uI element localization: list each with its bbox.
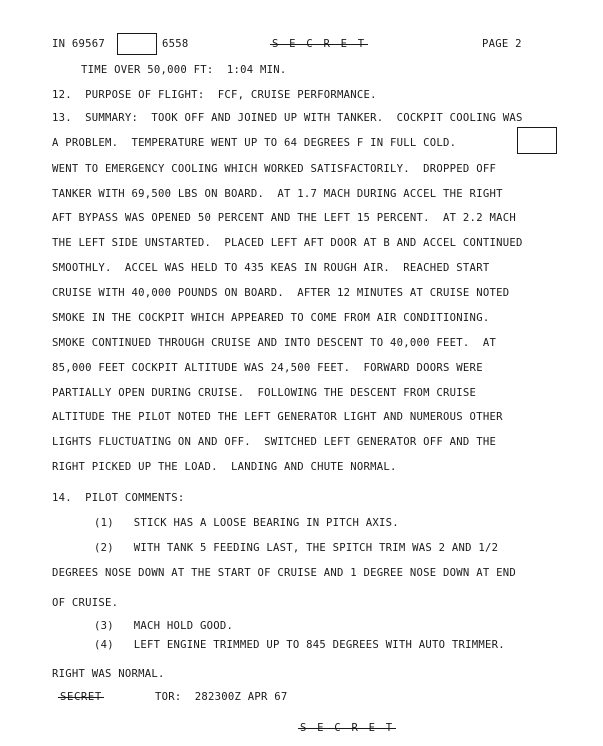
page-label: PAGE 2 [482,38,522,50]
line-comment-1: (1) STICK HAS A LOOSE BEARING IN PITCH AXIS. [94,517,399,529]
doc-number: IN 69567 [52,38,106,50]
classification-top: S E C R E T [272,38,367,50]
line-purpose: 12. PURPOSE OF FLIGHT: FCF, CRUISE PERFORMANCE. [52,89,377,101]
serial-number: 6558 [162,38,189,50]
line-comment-4-cont: RIGHT WAS NORMAL. [52,668,165,680]
classification-bottom: S E C R E T [300,722,395,734]
line-summary-6: THE LEFT SIDE UNSTARTED. PLACED LEFT AFT DOOR AT B AND ACCEL CONTINUED [52,237,523,249]
line-comment-2: (2) WITH TANK 5 FEEDING LAST, THE SPITCH TRIM WAS 2 AND 1/2 [94,542,499,554]
line-summary-7: SMOOTHLY. ACCEL WAS HELD TO 435 KEAS IN ROUGH AIR. REACHED START [52,262,490,274]
line-summary-4: TANKER WITH 69,500 LBS ON BOARD. AT 1.7 MACH DURING ACCEL THE RIGHT [52,188,503,200]
line-time-over: TIME OVER 50,000 FT: 1:04 MIN. [81,64,287,76]
line-comment-4: (4) LEFT ENGINE TRIMMED UP TO 845 DEGREES WITH AUTO TRIMMER. [94,639,505,651]
line-summary-15: RIGHT PICKED UP THE LOAD. LANDING AND CHUTE NORMAL. [52,461,397,473]
line-summary-9: SMOKE IN THE COCKPIT WHICH APPEARED TO COME FROM AIR CONDITIONING. [52,312,490,324]
redaction-box-header [117,33,157,55]
line-comment-3: (3) MACH HOLD GOOD. [94,620,234,632]
line-summary-10: SMOKE CONTINUED THROUGH CRUISE AND INTO DESCENT TO 40,000 FEET. AT [52,337,497,349]
line-summary-3: WENT TO EMERGENCY COOLING WHICH WORKED SATISFACTORILY. DROPPED OFF [52,163,497,175]
line-summary-8: CRUISE WITH 40,000 POUNDS ON BOARD. AFTER 12 MINUTES AT CRUISE NOTED [52,287,510,299]
tor-timestamp: TOR: 282300Z APR 67 [155,691,288,703]
redaction-box-body [517,127,557,154]
line-summary-14: LIGHTS FLUCTUATING ON AND OFF. SWITCHED LEFT GENERATOR OFF AND THE [52,436,497,448]
line-summary-1: 13. SUMMARY: TOOK OFF AND JOINED UP WITH TANKER. COCKPIT COOLING WAS [52,112,523,124]
line-pilot-comments: 14. PILOT COMMENTS: [52,492,185,504]
line-comment-2-end: OF CRUISE. [52,597,119,609]
line-summary-12: PARTIALLY OPEN DURING CRUISE. FOLLOWING THE DESCENT FROM CRUISE [52,387,477,399]
line-summary-2: A PROBLEM. TEMPERATURE WENT UP TO 64 DEGREES F IN FULL COLD. [52,137,457,149]
line-comment-2-cont: DEGREES NOSE DOWN AT THE START OF CRUISE AND 1 DEGREE NOSE DOWN AT END [52,567,516,579]
line-summary-13: ALTITUDE THE PILOT NOTED THE LEFT GENERATOR LIGHT AND NUMEROUS OTHER [52,411,503,423]
classification-footer-left: SECRET [60,691,102,703]
line-summary-5: AFT BYPASS WAS OPENED 50 PERCENT AND THE LEFT 15 PERCENT. AT 2.2 MACH [52,212,516,224]
line-summary-11: 85,000 FEET COCKPIT ALTITUDE WAS 24,500 FEET. FORWARD DOORS WERE [52,362,483,374]
